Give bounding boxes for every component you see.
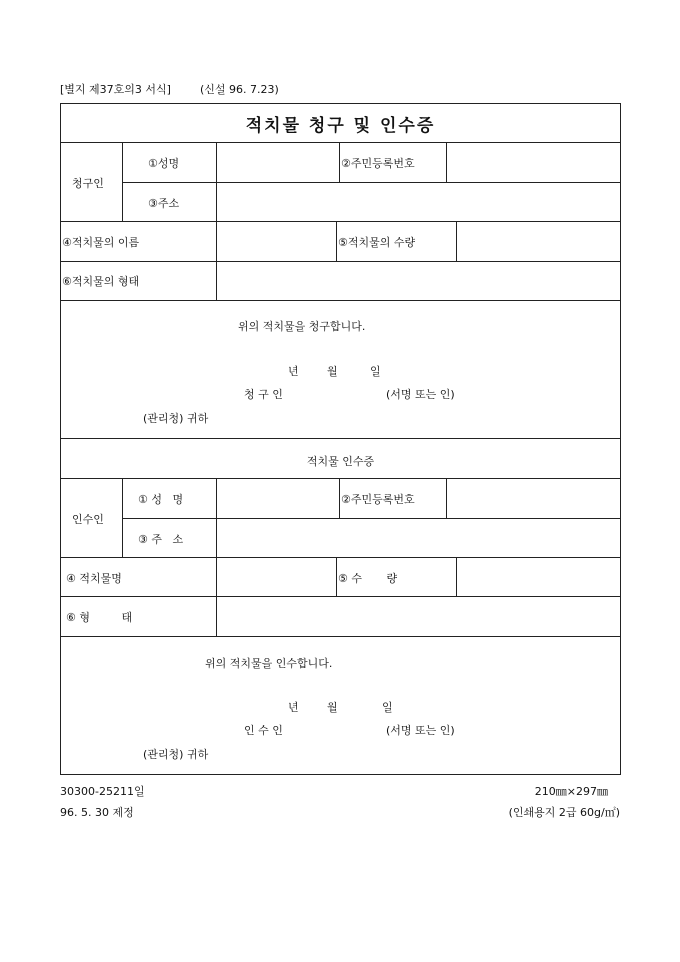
rule (446, 142, 447, 182)
receiver-address-input[interactable] (218, 520, 618, 555)
date-year: 년 (288, 365, 299, 378)
resident-number-input[interactable] (448, 144, 618, 180)
rule (446, 478, 447, 518)
receipt-item-name-input[interactable] (218, 559, 334, 595)
addressee: (관리청) 귀하 (143, 412, 209, 425)
rule (122, 518, 621, 519)
signature-hint: (서명 또는 인) (386, 388, 455, 401)
receipt-quantity-input[interactable] (458, 559, 618, 595)
rule (60, 221, 621, 222)
rule (216, 478, 217, 637)
receipt-date-day: 일 (382, 701, 393, 714)
receiver-signer: 인 수 인 (244, 724, 283, 737)
item-name-input[interactable] (218, 223, 334, 259)
rule (122, 142, 123, 222)
receipt-date-year: 년 (288, 701, 299, 714)
rule (456, 557, 457, 597)
item-quantity-label: ⑤적치물의 수량 (338, 236, 416, 249)
frame-top (60, 103, 621, 104)
receiver-label: 인수인 (72, 513, 104, 526)
receipt-form-label: ⑥ 형 태 (66, 611, 133, 624)
receiver-name-input[interactable] (218, 480, 337, 516)
frame-right (620, 103, 621, 775)
receipt-item-name-label: ④ 적치물명 (66, 572, 122, 585)
receipt-subtitle: 적치물 인수증 (306, 455, 375, 468)
rule (122, 182, 621, 183)
item-quantity-input[interactable] (458, 223, 618, 259)
rule (122, 478, 123, 558)
receiver-resident-number-label: ②주민등록번호 (341, 493, 415, 506)
rule (60, 300, 621, 301)
receiver-name-label: ① 성 명 (138, 493, 184, 506)
receipt-form-input[interactable] (218, 598, 618, 634)
date-month: 월 (327, 365, 338, 378)
document-number: 30300-25211일 (60, 785, 145, 798)
revision-note: (신설 96. 7.23) (200, 83, 279, 96)
item-name-label: ④적치물의 이름 (62, 236, 140, 249)
rule (60, 636, 621, 637)
paper-spec: (인쇄용지 2급 60g/㎡) (508, 806, 620, 819)
rule (60, 557, 621, 558)
enactment-date: 96. 5. 30 제정 (60, 806, 134, 819)
form-title: 적치물 청구 및 인수증 (245, 116, 436, 136)
frame-bottom (60, 774, 621, 775)
rule (339, 142, 340, 182)
rule (339, 478, 340, 518)
claimant-label: 청구인 (72, 177, 104, 190)
receive-statement: 위의 적치물을 인수합니다. (205, 657, 333, 670)
receipt-quantity-label: ⑤ 수 량 (338, 572, 398, 585)
name-input[interactable] (218, 144, 337, 180)
resident-number-label: ②주민등록번호 (341, 157, 415, 170)
address-label: ③주소 (148, 197, 180, 210)
item-form-input[interactable] (218, 263, 618, 298)
rule (216, 142, 217, 301)
rule (456, 221, 457, 261)
receiver-resident-number-input[interactable] (448, 480, 618, 516)
receipt-addressee: (관리청) 귀하 (143, 748, 209, 761)
rule (60, 438, 621, 439)
item-form-label: ⑥적치물의 형태 (62, 275, 140, 288)
name-label: ①성명 (148, 157, 180, 170)
paper-size: 210㎜×297㎜ (534, 785, 608, 798)
rule (60, 261, 621, 262)
frame-left (60, 103, 61, 775)
rule (336, 557, 337, 597)
receipt-signature-hint: (서명 또는 인) (386, 724, 455, 737)
rule (60, 478, 621, 479)
form-code: [별지 제37호의3 서식] (60, 83, 171, 96)
rule (60, 142, 621, 143)
claimant-signer: 청 구 인 (244, 388, 283, 401)
receiver-address-label: ③ 주 소 (138, 533, 184, 546)
receipt-date-month: 월 (327, 701, 338, 714)
address-input[interactable] (218, 184, 618, 219)
rule (336, 221, 337, 261)
request-statement: 위의 적치물을 청구합니다. (238, 320, 366, 333)
rule (60, 596, 621, 597)
date-day: 일 (370, 365, 381, 378)
